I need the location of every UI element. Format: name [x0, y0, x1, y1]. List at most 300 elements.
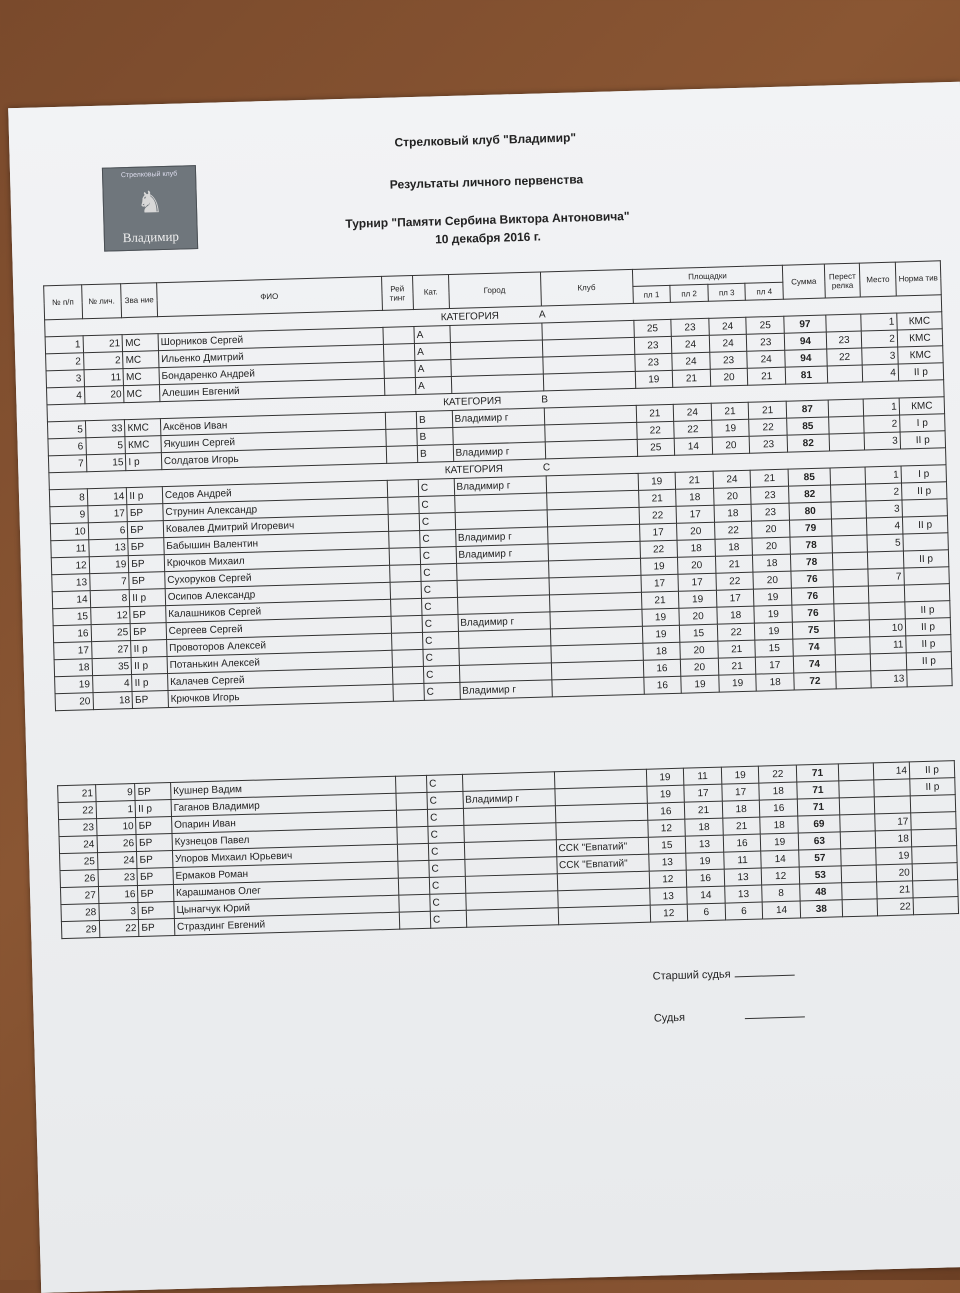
cell-p4: 18: [753, 554, 791, 572]
cell-shootoff: [841, 882, 877, 900]
cell-np: 3: [46, 370, 84, 388]
cell-p4: 22: [759, 765, 797, 783]
col-nl: № лич.: [81, 284, 122, 319]
cell-p3: 17: [716, 589, 754, 607]
cell-p3: 18: [715, 538, 753, 556]
cell-p2: 19: [681, 675, 719, 693]
cell-norm: II р: [910, 778, 956, 796]
cell-place: 7: [868, 568, 904, 586]
cell-p4: 19: [761, 833, 799, 851]
cell-p4: 18: [756, 673, 794, 691]
cell-place: [869, 585, 905, 603]
cell-cat: С: [418, 478, 454, 496]
cell-p3: 16: [723, 834, 761, 852]
cell-np: 15: [53, 608, 91, 626]
cell-city: Владимир г: [453, 442, 545, 462]
cell-name: Упоров Михаил Юрьевич: [172, 844, 397, 867]
cell-p1: 25: [637, 438, 675, 456]
cell-p1: 22: [640, 540, 678, 558]
cell-p4: 20: [752, 537, 790, 555]
cell-rank: БР: [132, 691, 168, 709]
cell-np: 26: [60, 870, 98, 888]
cell-rank: БР: [129, 555, 165, 573]
cell-rating: [384, 378, 416, 396]
cell-p1: 12: [650, 904, 688, 922]
cell-cat: С: [419, 512, 455, 530]
cell-rating: [392, 649, 424, 667]
cell-rating: [388, 530, 420, 548]
cell-p2: 18: [676, 488, 714, 506]
cell-p2: 14: [687, 886, 725, 904]
cell-sum: 63: [798, 832, 840, 850]
cell-p4: 23: [747, 333, 785, 351]
cell-sum: 76: [791, 587, 833, 605]
cell-sum: 72: [794, 672, 836, 690]
cell-p3: 20: [712, 436, 750, 454]
col-norm: Норма тив: [895, 261, 941, 296]
cell-p2: 15: [680, 624, 718, 642]
cell-sum: 87: [786, 400, 828, 418]
cell-sum: 80: [789, 502, 831, 520]
cell-shootoff: [831, 501, 867, 519]
cell-city: Владимир г: [455, 527, 547, 547]
cell-place: 2: [864, 415, 900, 433]
cell-shootoff: [841, 848, 877, 866]
cell-norm: [913, 897, 959, 915]
cell-norm: [912, 863, 958, 881]
cell-p1: 17: [641, 574, 679, 592]
cell-p1: 13: [648, 853, 686, 871]
cell-p1: 18: [642, 642, 680, 660]
judge-label: Судья: [653, 1011, 686, 1025]
cell-name: Аксёнов Иван: [160, 412, 385, 435]
cell-sum: 76: [792, 604, 834, 622]
cell-nl: 4: [92, 675, 132, 693]
cell-sum: 82: [787, 434, 829, 452]
cell-sum: 38: [800, 900, 842, 918]
cell-p2: 16: [686, 869, 724, 887]
cell-p4: 22: [749, 418, 787, 436]
cell-p2: 20: [680, 658, 718, 676]
cell-nl: 15: [86, 454, 126, 472]
club-title: Стрелковый клуб "Владимир": [394, 130, 577, 150]
cell-cat: С: [422, 631, 458, 649]
cell-shootoff: [833, 569, 869, 587]
cell-p2: 17: [684, 784, 722, 802]
cell-norm: [904, 567, 950, 585]
cell-sum: 75: [792, 621, 834, 639]
cell-np: 5: [47, 421, 85, 439]
cell-np: 2: [46, 353, 84, 371]
cell-norm: II р: [906, 635, 952, 653]
cell-rank: БР: [138, 884, 174, 902]
chief-judge-signature: [653, 967, 795, 983]
cell-shootoff: 22: [827, 348, 863, 366]
results-table-lower: [57, 760, 959, 939]
cell-p3: 21: [723, 817, 761, 835]
cell-name: Цынагчук Юрий: [174, 895, 399, 918]
cell-rank: БР: [128, 521, 164, 539]
cell-cat: С: [427, 791, 463, 809]
cell-p4: 14: [763, 901, 801, 919]
cell-name: Солдатов Игорь: [161, 446, 386, 469]
cell-cat: С: [423, 665, 459, 683]
cell-shootoff: [841, 865, 877, 883]
cell-p3: 21: [718, 640, 756, 658]
cell-p2: 19: [679, 590, 717, 608]
cell-rating: [398, 877, 430, 895]
cell-name: Кушнер Вадим: [170, 776, 395, 799]
cell-name: Калачев Сергей: [167, 667, 392, 690]
cell-norm: II р: [905, 618, 951, 636]
cell-p4: 25: [746, 316, 784, 334]
cell-nl: 18: [93, 692, 133, 710]
cell-sum: 71: [797, 781, 839, 799]
cell-name: Седов Андрей: [162, 480, 387, 503]
category-label: КАТЕГОРИЯ: [444, 463, 504, 476]
cell-p4: 21: [749, 401, 787, 419]
cell-rating: [398, 894, 430, 912]
cell-cat: С: [429, 876, 465, 894]
cell-shootoff: [839, 797, 875, 815]
cell-city: Владимир г: [459, 680, 551, 700]
cell-p4: 12: [762, 867, 800, 885]
cell-place: 1: [861, 313, 897, 331]
cell-p3: 23: [710, 351, 748, 369]
cell-p1: 21: [636, 404, 674, 422]
cell-rank: БР: [129, 572, 165, 590]
cell-club: [558, 905, 650, 925]
col-cat: Кат.: [413, 275, 449, 310]
cell-sum: 94: [784, 332, 826, 350]
cell-rating: [397, 843, 429, 861]
cell-rank: МС: [122, 334, 158, 352]
cell-norm: II р: [902, 516, 948, 534]
cell-p3: 24: [713, 470, 751, 488]
cell-name: Шорников Сергей: [158, 327, 383, 350]
cell-p1: 19: [641, 608, 679, 626]
cell-nl: 12: [90, 607, 130, 625]
cell-p4: 18: [760, 816, 798, 834]
cell-p1: 13: [649, 887, 687, 905]
cell-np: 24: [59, 836, 97, 854]
col-p3: пл 3: [708, 283, 746, 301]
cell-rating: [383, 344, 415, 362]
cell-norm: II р: [900, 431, 946, 449]
cell-cat: С: [419, 495, 455, 513]
cell-rank: БР: [138, 901, 174, 919]
col-club: Клуб: [540, 269, 633, 306]
cell-place: 20: [877, 864, 913, 882]
cell-p1: 16: [643, 676, 681, 694]
cell-np: 11: [51, 540, 89, 558]
cell-p2: 14: [674, 437, 712, 455]
cell-sum: 48: [800, 883, 842, 901]
cell-rank: БР: [139, 918, 175, 936]
cell-name: Крючков Михаил: [164, 548, 389, 571]
cell-p4: 23: [750, 435, 788, 453]
cell-rank: КМС: [125, 419, 161, 437]
category-label: КАТЕГОРИЯ: [442, 395, 502, 408]
cell-sum: 74: [793, 638, 835, 656]
cell-p1: 25: [633, 319, 671, 337]
cell-np: 16: [53, 625, 91, 643]
cell-norm: [903, 533, 949, 551]
col-fio: ФИО: [156, 276, 382, 316]
cell-norm: [902, 499, 948, 517]
cell-sum: 79: [790, 519, 832, 537]
cell-shootoff: [840, 814, 876, 832]
cell-p1: 19: [638, 472, 676, 490]
cell-cat: С: [430, 893, 466, 911]
cell-cat: С: [429, 859, 465, 877]
cell-p3: 22: [714, 521, 752, 539]
cell-p2: 21: [675, 471, 713, 489]
cell-p2: 20: [679, 607, 717, 625]
cell-p3: 21: [718, 657, 756, 675]
cell-city: Владимир г: [456, 544, 548, 564]
cell-p2: 21: [684, 801, 722, 819]
cell-cat: С: [427, 808, 463, 826]
cell-name: Ермаков Роман: [173, 861, 398, 884]
cell-p4: 23: [751, 486, 789, 504]
cell-np: 12: [51, 557, 89, 575]
tournament-title: Турнир "Памяти Сербина Виктора Антоновича": [345, 208, 630, 231]
cell-sum: 78: [790, 536, 832, 554]
cell-p2: 6: [687, 903, 725, 921]
category-letter: С: [542, 461, 551, 473]
cell-shootoff: [835, 654, 871, 672]
cell-rank: БР: [137, 867, 173, 885]
cell-city: Владимир г: [462, 789, 554, 809]
cell-nl: 14: [87, 488, 127, 506]
cell-cat: А: [414, 326, 450, 344]
cell-place: 13: [871, 670, 907, 688]
cell-place: 2: [866, 483, 902, 501]
cell-p3: 22: [716, 572, 754, 590]
cell-place: 17: [875, 813, 911, 831]
cell-shootoff: [842, 899, 878, 917]
cell-p2: 24: [672, 352, 710, 370]
cell-p2: 24: [671, 335, 709, 353]
cell-sum: 94: [785, 349, 827, 367]
cell-np: 8: [49, 489, 87, 507]
cell-rating: [385, 429, 417, 447]
cell-place: 1: [865, 466, 901, 484]
cell-norm: II р: [906, 652, 952, 670]
cell-rating: [390, 581, 422, 599]
cell-p4: 19: [754, 588, 792, 606]
cell-rating: [391, 632, 423, 650]
cell-norm: II р: [898, 363, 944, 381]
cell-nl: 2: [83, 352, 123, 370]
cell-p1: 23: [634, 353, 672, 371]
cell-np: 21: [58, 785, 96, 803]
cell-rank: МС: [123, 368, 159, 386]
category-letter: А: [538, 308, 546, 321]
cell-p2: 21: [672, 369, 710, 387]
cell-shootoff: [828, 416, 864, 434]
cell-rating: [389, 547, 421, 565]
cell-name: Опарин Иван: [171, 810, 396, 833]
cell-rank: II р: [132, 674, 168, 692]
cell-place: 10: [870, 619, 906, 637]
cell-rank: II р: [131, 657, 167, 675]
cell-p2: 17: [676, 505, 714, 523]
cell-np: 14: [52, 591, 90, 609]
cell-cat: С: [422, 597, 458, 615]
chief-judge-label: Старший судья: [652, 968, 731, 983]
cell-p3: 24: [709, 317, 747, 335]
cell-p1: 15: [648, 836, 686, 854]
cell-p3: 17: [722, 783, 760, 801]
cell-norm: КМС: [897, 329, 943, 347]
cell-norm: КМС: [899, 397, 945, 415]
cell-club: [551, 677, 643, 697]
cell-cat: А: [414, 343, 450, 361]
cell-rank: МС: [124, 385, 160, 403]
col-areas: Площадки: [632, 265, 783, 286]
cell-nl: 19: [89, 556, 129, 574]
cell-nl: 5: [86, 437, 126, 455]
col-p2: пл 2: [670, 284, 708, 302]
cell-nl: 1: [96, 801, 136, 819]
cell-name: Бондаренко Андрей: [159, 361, 384, 384]
col-p4: пл 4: [745, 282, 783, 300]
cell-nl: 33: [85, 420, 125, 438]
cell-p1: 21: [638, 489, 676, 507]
cell-cat: С: [426, 774, 462, 792]
cell-np: 20: [55, 693, 93, 711]
cell-place: 21: [877, 881, 913, 899]
cell-p4: 23: [751, 503, 789, 521]
cell-name: Страздинг Евгений: [174, 912, 399, 935]
cell-place: 3: [862, 347, 898, 365]
cell-p4: 19: [755, 622, 793, 640]
cell-norm: II р: [901, 482, 947, 500]
cell-p4: 16: [760, 799, 798, 817]
cell-name: Сухоруков Сергей: [165, 565, 390, 588]
cell-p2: 19: [686, 852, 724, 870]
cell-norm: [912, 846, 958, 864]
logo-name: Владимир: [122, 228, 180, 246]
cell-np: 27: [60, 887, 98, 905]
cell-rating: [385, 412, 417, 430]
cell-p1: 21: [641, 591, 679, 609]
cell-sum: 57: [799, 849, 841, 867]
cell-place: [868, 551, 904, 569]
cell-p1: 19: [646, 768, 684, 786]
cell-norm: II р: [903, 550, 949, 568]
cell-nl: 35: [92, 658, 132, 676]
cell-p4: 20: [752, 520, 790, 538]
cell-place: 11: [870, 636, 906, 654]
cell-cat: В: [417, 428, 453, 446]
cell-name: Якушин Сергей: [161, 429, 386, 452]
cell-p3: 24: [709, 334, 747, 352]
cell-nl: 26: [97, 834, 137, 852]
cell-rating: [387, 479, 419, 497]
cell-cat: С: [422, 614, 458, 632]
cell-shootoff: [827, 365, 863, 383]
cell-rank: БР: [136, 834, 172, 852]
cell-place: 2: [862, 330, 898, 348]
cell-place: [869, 602, 905, 620]
cell-p1: 19: [640, 557, 678, 575]
cell-shootoff: [830, 467, 866, 485]
cell-p2: 20: [680, 641, 718, 659]
cell-p4: 21: [750, 469, 788, 487]
cell-p3: 13: [724, 885, 762, 903]
cell-nl: 27: [91, 641, 131, 659]
cell-p4: 14: [761, 850, 799, 868]
cell-norm: [911, 812, 957, 830]
cell-np: 6: [48, 438, 86, 456]
cell-sum: 53: [799, 866, 841, 884]
cell-cat: С: [421, 580, 457, 598]
cell-nl: 3: [99, 902, 139, 920]
cell-p2: 22: [674, 420, 712, 438]
cell-rating: [399, 911, 431, 929]
cell-p3: 19: [721, 766, 759, 784]
cell-place: [871, 653, 907, 671]
cell-p1: 19: [646, 785, 684, 803]
cell-sum: 85: [788, 468, 830, 486]
cell-np: 7: [48, 455, 86, 473]
cell-np: 17: [54, 642, 92, 660]
cell-shootoff: [833, 586, 869, 604]
cell-rank: КМС: [125, 436, 161, 454]
cell-place: 3: [866, 500, 902, 518]
cell-city: Владимир г: [452, 408, 544, 428]
cell-norm: II р: [909, 761, 955, 779]
cell-norm: КМС: [898, 346, 944, 364]
cell-p3: 20: [713, 487, 751, 505]
cell-sum: 82: [789, 485, 831, 503]
cell-club: ССК "Евпатий": [556, 837, 648, 857]
cell-sum: 71: [797, 798, 839, 816]
subtitle: Результаты личного первенства: [389, 172, 584, 192]
cell-cat: С: [420, 529, 456, 547]
logo-club-text: Стрелковый клуб: [120, 170, 178, 180]
cell-shootoff: [832, 552, 868, 570]
cell-p1: 19: [642, 625, 680, 643]
cell-cat: С: [421, 563, 457, 581]
cell-rank: БР: [130, 606, 166, 624]
cell-np: 23: [59, 819, 97, 837]
cell-shootoff: [830, 484, 866, 502]
cell-name: Бабышин Валентин: [164, 531, 389, 554]
cell-shootoff: [838, 763, 874, 781]
cell-nl: 7: [89, 573, 129, 591]
cell-cat: С: [428, 842, 464, 860]
cell-p4: 15: [755, 639, 793, 657]
cell-p3: 20: [710, 368, 748, 386]
cell-place: 3: [864, 432, 900, 450]
cell-nl: 24: [97, 851, 137, 869]
cell-rank: БР: [136, 817, 172, 835]
judge-line: [745, 1016, 805, 1019]
cell-p3: 21: [711, 402, 749, 420]
cell-sum: 69: [798, 815, 840, 833]
cell-np: 18: [54, 659, 92, 677]
cell-name: Сергеев Сергей: [166, 616, 391, 639]
cell-shootoff: 23: [826, 331, 862, 349]
cell-club: ССК "Евпатий": [556, 854, 648, 874]
cell-sum: 85: [787, 417, 829, 435]
cell-cat: С: [430, 910, 466, 928]
cell-shootoff: [840, 831, 876, 849]
